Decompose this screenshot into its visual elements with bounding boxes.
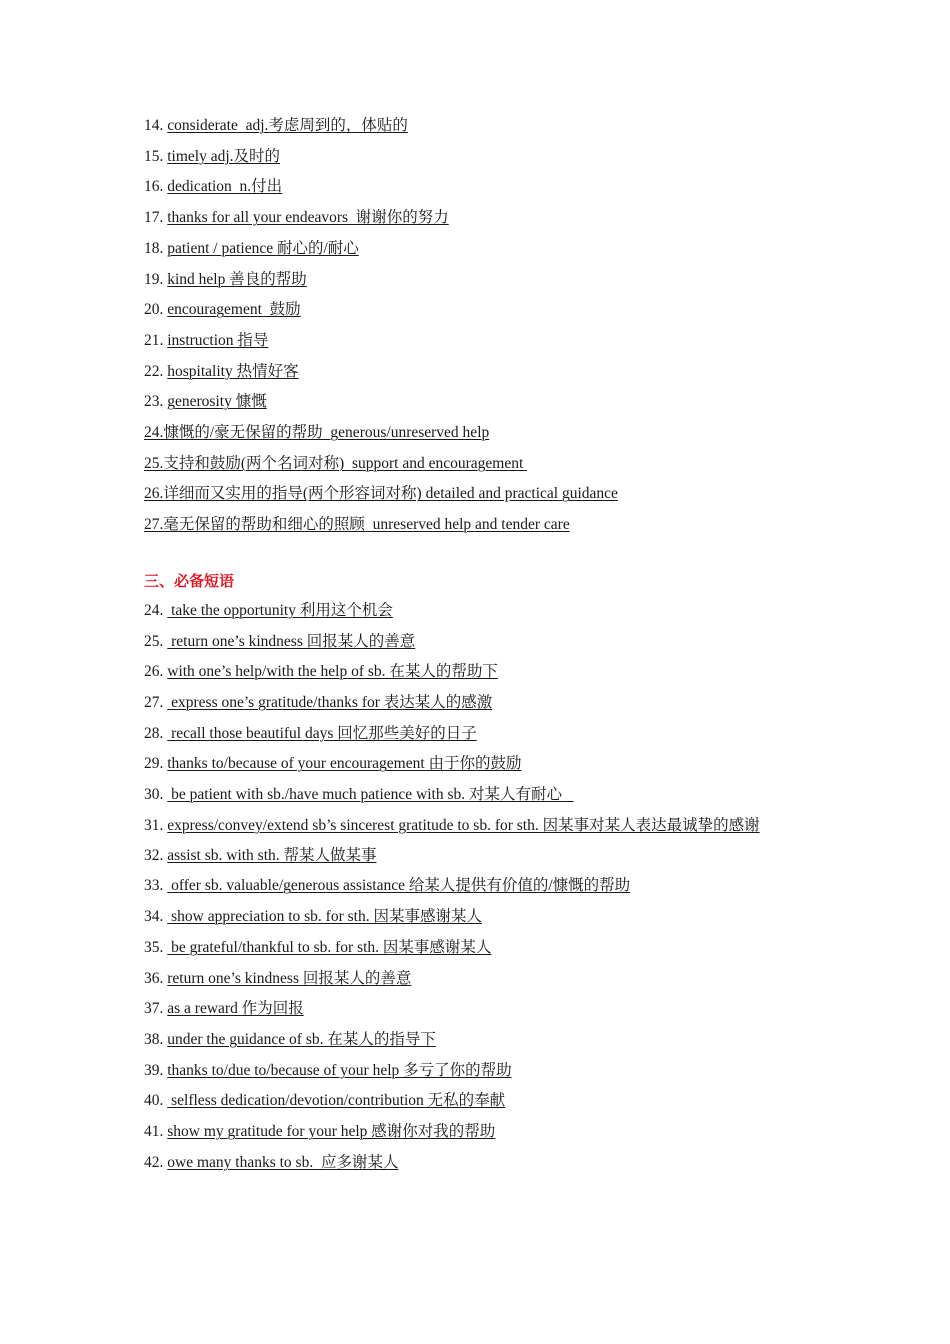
phrase-item	[144, 688, 814, 719]
phrase-item	[144, 657, 814, 688]
vocab-item	[144, 418, 814, 449]
vocab-item-text: dedication n.付出	[167, 178, 283, 196]
phrase-item-text: be patient with sb./have much patience with sb. 对某人有耐心	[167, 786, 574, 804]
vocab-item-text: hospitality 热情好客	[167, 362, 299, 380]
vocab-item	[144, 387, 814, 418]
vocab-item-number: 17.	[144, 209, 168, 227]
phrase-item-text: show my gratitude for your help 感谢你对我的帮助	[167, 1123, 496, 1141]
vocab-item-number: 22.	[144, 362, 168, 380]
phrase-item-text: be grateful/thankful to sb. for sth. 因某事感谢某人	[167, 938, 492, 956]
section-heading: 三、必备短语	[144, 571, 235, 590]
phrase-item-number: 25.	[144, 632, 168, 650]
vocab-item-number: 20.	[144, 301, 168, 319]
phrase-item	[144, 841, 814, 872]
phrase-item	[144, 933, 814, 964]
phrase-item-number: 24.	[144, 601, 168, 619]
phrase-item-number: 42.	[144, 1153, 168, 1171]
phrase-item-number: 37.	[144, 1000, 168, 1018]
vocab-item-number: 19.	[144, 270, 168, 288]
phrase-item-text: return one’s kindness 回报某人的善意	[167, 969, 412, 987]
phrase-item-text: express one’s gratitude/thanks for 表达某人的感激	[167, 693, 493, 711]
phrase-item-text: thanks to/due to/because of your help 多亏了你的帮助	[167, 1061, 512, 1079]
vocab-item-text: 25.支持和鼓励(两个名词对称) support and encouragement	[144, 454, 528, 472]
vocab-item-text: considerate adj.考虑周到的，体贴的	[167, 117, 408, 134]
phrase-item-text: owe many thanks to sb. 应多谢某人	[167, 1153, 399, 1171]
phrase-item-text: offer sb. valuable/generous assistance 给某人提供有价值的/慷慨的帮助	[167, 877, 631, 895]
vocab-item	[144, 111, 814, 142]
phrase-item-number: 39.	[144, 1061, 168, 1079]
phrase-item	[144, 1117, 814, 1148]
vocab-item	[144, 142, 814, 173]
vocab-item-number: 14.	[144, 117, 168, 134]
phrase-list	[144, 596, 814, 1179]
vocab-item	[144, 295, 814, 326]
phrase-item	[144, 749, 814, 780]
document-page	[144, 111, 814, 1179]
vocab-item	[144, 234, 814, 265]
vocab-item	[144, 326, 814, 357]
phrase-item-text: express/convey/extend sb’s sincerest gratitude to sb. for sth. 因某事对某人表达最诚挚的感谢	[167, 816, 760, 834]
phrase-item-number: 29.	[144, 755, 168, 773]
vocab-item	[144, 449, 814, 480]
phrase-item	[144, 780, 814, 811]
phrase-item	[144, 902, 814, 933]
phrase-item-number: 31.	[144, 816, 168, 834]
phrase-item	[144, 994, 814, 1025]
phrase-item-number: 28.	[144, 724, 168, 742]
phrase-item-text: recall those beautiful days 回忆那些美好的日子	[167, 724, 477, 742]
phrase-item-text: show appreciation to sb. for sth. 因某事感谢某人	[167, 908, 482, 926]
vocab-item-number: 23.	[144, 393, 168, 411]
vocab-item-number: 18.	[144, 239, 168, 257]
phrase-item	[144, 871, 814, 902]
phrase-item	[144, 811, 814, 841]
vocab-item-text: encouragement 鼓励	[167, 301, 301, 319]
phrase-item-text: return one’s kindness 回报某人的善意	[167, 632, 416, 650]
phrase-item-number: 40.	[144, 1092, 168, 1110]
phrase-item-number: 36.	[144, 969, 168, 987]
phrase-item-text: as a reward 作为回报	[167, 1000, 304, 1018]
phrase-item-text: with one’s help/with the help of sb. 在某人的帮助下	[167, 663, 498, 681]
phrase-item	[144, 1025, 814, 1056]
phrase-item-text: under the guidance of sb. 在某人的指导下	[167, 1030, 436, 1048]
phrase-item-number: 26.	[144, 663, 168, 681]
phrase-item	[144, 627, 814, 658]
vocab-item-text: 27.毫无保留的帮助和细心的照顾 unreserved help and tender care	[144, 516, 570, 534]
phrase-item	[144, 596, 814, 627]
vocab-item-text: 26.详细而又实用的指导(两个形容词对称) detailed and practical guidance	[144, 485, 618, 503]
vocab-item-text: patient / patience 耐心的/耐心	[167, 239, 359, 257]
phrase-item-text: assist sb. with sth. 帮某人做某事	[167, 846, 377, 864]
phrase-item-number: 33.	[144, 877, 168, 895]
phrase-item	[144, 1056, 814, 1087]
phrase-item-number: 34.	[144, 908, 168, 926]
phrase-item-text: take the opportunity 利用这个机会	[167, 601, 393, 619]
vocab-item-text: timely adj.及时的	[167, 147, 281, 165]
phrase-item	[144, 1086, 814, 1117]
vocab-item	[144, 265, 814, 296]
phrase-item-number: 30.	[144, 786, 168, 804]
vocab-item	[144, 172, 814, 203]
phrase-item	[144, 964, 814, 995]
vocabulary-list	[144, 111, 814, 541]
vocab-item-text: 24.慷慨的/豪无保留的帮助 generous/unreserved help	[144, 424, 490, 442]
phrase-item-text: thanks to/because of your encouragement 由于你的鼓励	[167, 755, 522, 773]
phrase-item-number: 27.	[144, 693, 168, 711]
phrase-item	[144, 1148, 814, 1179]
vocab-item	[144, 510, 814, 541]
vocab-item-text: generosity 慷慨	[167, 393, 267, 411]
vocab-item	[144, 479, 814, 510]
phrase-item-text: selfless dedication/devotion/contribution 无私的奉献	[167, 1092, 506, 1110]
phrase-item-number: 41.	[144, 1123, 168, 1141]
vocab-item-number: 21.	[144, 331, 168, 349]
vocab-item	[144, 357, 814, 388]
phrase-item	[144, 719, 814, 750]
phrase-item-number: 38.	[144, 1030, 168, 1048]
vocab-item-text: thanks for all your endeavors 谢谢你的努力	[167, 209, 449, 227]
phrase-item-number: 32.	[144, 846, 168, 864]
phrase-item-number: 35.	[144, 938, 168, 956]
vocab-item	[144, 203, 814, 234]
vocab-item-number: 15.	[144, 147, 168, 165]
vocab-item-number: 16.	[144, 178, 168, 196]
vocab-item-text: instruction 指导	[167, 331, 269, 349]
vocab-item-text: kind help 善良的帮助	[167, 270, 307, 288]
